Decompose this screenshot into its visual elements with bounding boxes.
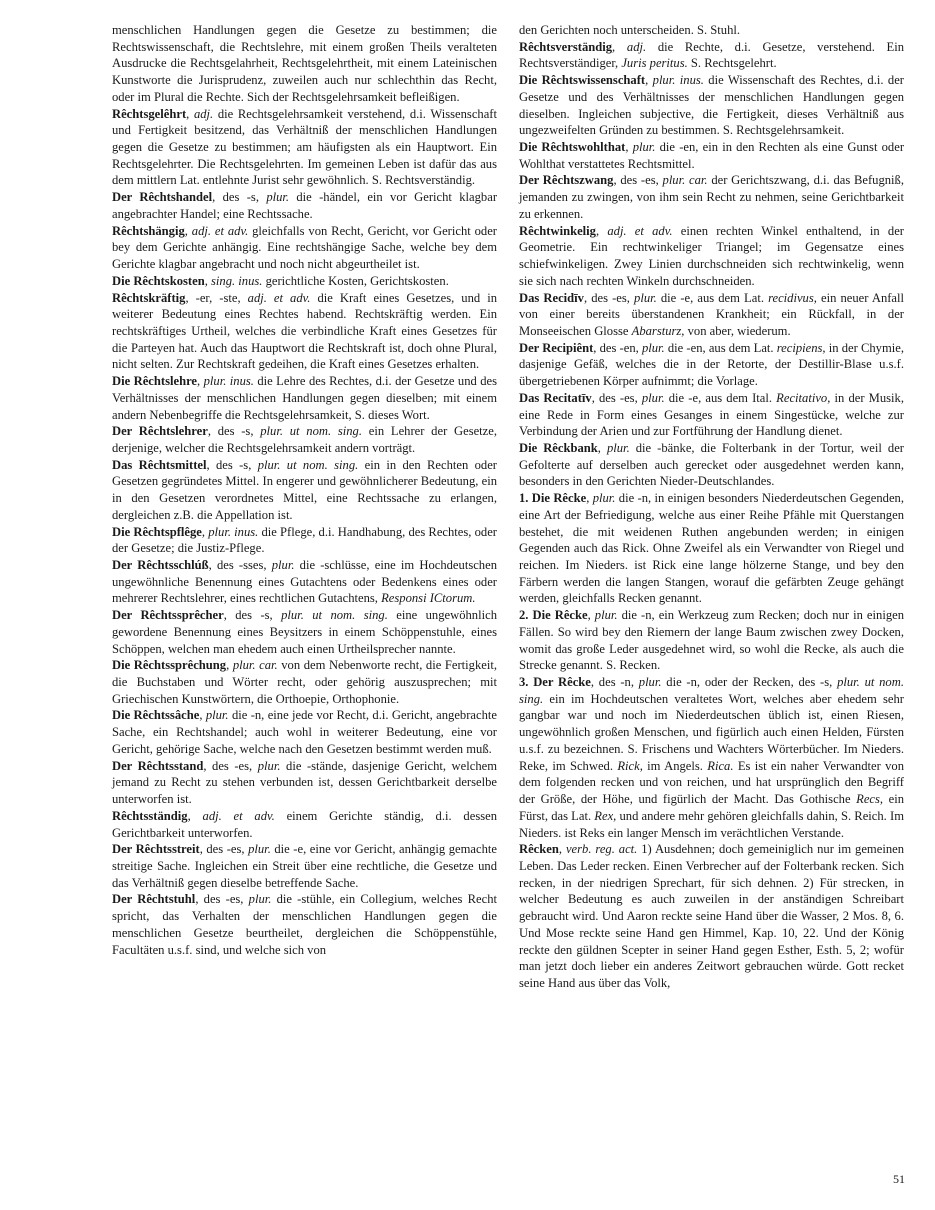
entry-headword: Rêchtskräftig [112, 290, 186, 305]
dictionary-entry [519, 139, 904, 172]
entry-grammar-note: plur. [594, 608, 618, 623]
entry-text: , [586, 491, 593, 506]
entry-text: im Angels. [642, 758, 708, 773]
entry-headword: Der Rêchtshandel [112, 190, 213, 205]
entry-text: , [612, 39, 627, 54]
entry-text: von dem Nebenworte recht, die Fertigkeit, die Buchstaben und Wörter recht, oder gehörig auszusprechen; mit Griechischen Kunstwörtern, die Orthoepie, Orthophonie. [112, 658, 498, 706]
dictionary-entry [112, 457, 497, 524]
entry-headword: Rêchtsverständig [519, 39, 613, 54]
entry-text: , des -en, [593, 340, 642, 355]
entry-text: die Rechte, d.i. Gesetze, verstehend. Ein Rechtsverständiger, [519, 39, 905, 71]
entry-grammar-note: plur. [248, 892, 272, 907]
dictionary-entry [519, 390, 904, 440]
entry-headword: Die Rêchtssprêchung [112, 658, 227, 673]
entry-grammar-note: plur. [641, 390, 665, 405]
dictionary-entry [519, 223, 904, 290]
entry-text: von aber, wiederum. [684, 323, 791, 338]
entry-text: , [186, 106, 194, 121]
entry-text: ein Lehrer der Gesetze, derjenige, welcher die Rechtsgelehrsamkeit andern vorträgt. [112, 424, 498, 455]
entry-text: , des -s, [206, 457, 258, 472]
entry-text: die -stühle, ein Collegium, welches Recht spricht, das Verhalten der menschlichen Handlungen gegen die menschlichen Gesetze beurtheilet, dergleichen die Schöppenstühle, Facultäten u.s.f. sind, und welche sich von [112, 892, 497, 957]
entry-headword: Die Rêchtswohlthat [519, 140, 626, 155]
entry-grammar-note: Rick, [617, 758, 643, 773]
entry-text: die -stände, dasjenige Gericht, welchem jemand zu Recht zu stehen verbunden ist, dessen Gerichtbarkeit derselbe unterworfen ist. [112, 758, 498, 807]
entry-headword: Das Recitatīv [519, 390, 592, 405]
entry-grammar-note: plur. [257, 758, 281, 773]
entry-grammar-note: plur. [638, 675, 662, 690]
entry-headword: Die Rêchtspflêge [112, 524, 202, 539]
dictionary-entry [519, 607, 904, 674]
dictionary-entry [112, 707, 497, 757]
dictionary-entry [519, 290, 904, 340]
entry-text: der Gerichtszwang, d.i. das Befugniß, jemanden zu zwingen, von ihm sein Recht zu nehmen, seine Gerichtbarkeit zu erkennen. [519, 173, 905, 221]
entry-text: die -e, aus dem Ital. [664, 390, 777, 405]
entry-headword: Das Recidīv [519, 290, 584, 305]
entry-headword: Rêchtsgelêhrt [112, 106, 187, 121]
right-continuation: den Gerichten noch unterscheiden. S. Stuhl. [519, 23, 741, 37]
entry-grammar-note: plur. inus. [652, 73, 704, 88]
entry-text: , [645, 73, 653, 88]
entry-grammar-note: plur. [205, 708, 229, 723]
entry-headword: Der Rêchtstuhl [112, 892, 196, 907]
entry-text: die Pflege, d.i. Handhabung, des Rechtes, oder der Gesetze; die Justiz-Pflege. [112, 524, 497, 556]
entry-text: , [558, 842, 566, 857]
entry-text: , [587, 608, 595, 623]
dictionary-entry [112, 808, 497, 841]
entry-text: , des -es, [195, 892, 249, 907]
entry-grammar-note: plur. inus. [208, 524, 259, 539]
entry-grammar-note: plur. ut nom. sing. [281, 608, 388, 623]
entry-text: , [226, 658, 233, 673]
dictionary-entry [112, 273, 497, 290]
entry-grammar-note: plur. [248, 842, 271, 857]
dictionary-entry [112, 524, 497, 557]
entry-text: , des -es, [591, 390, 642, 405]
entry-text: einen rechten Winkel enthaltend, in der Geometrie. Ein rechtwinkeliger Triangel; im Gegensatze eines schiefwinkeligen. Zwey Linien durchschneiden sich rechtwinkelig, wenn sie sich nach rechten Winkeln durchschneiden. [519, 223, 904, 288]
entry-text: , des -es, [203, 758, 258, 773]
dictionary-entry [112, 223, 497, 273]
right-entries [519, 39, 904, 992]
entry-headword: Der Rêchtszwang [519, 173, 614, 188]
entry-text: , des -s, [223, 608, 282, 623]
entry-text: gerichtliche Kosten, Gerichtskosten. [262, 273, 449, 288]
entry-text: , [197, 374, 204, 389]
entry-grammar-note: plur. [266, 190, 290, 205]
entry-grammar-note: plur. car. [662, 173, 708, 188]
entry-text: die -en, ein in den Rechten als eine Gunst oder Wohlthat verstattetes Rechtsmittel. [519, 140, 905, 171]
entry-text: 1) Ausdehnen; doch gemeiniglich nur im gemeinen Leben. Das Leder recken. Einen Verbrecher auf der Folterbank recken. Sich recken, in der niedrigen Sprechart, für sich dehnen. 2) Für strecken, in welcher Bedeutung es auch zuweilen in der anständigen Schreibart gebraucht wird. Und Aaron reckte seine Hand über die Wasser, 2 Mos. 8, 6. Und Mose reckte seine Hand gen Himmel, Kap. 10, 22. Und der König reckte den güldnen Scepter in seiner Hand gegen Esther, Esth. 5, 2; wofür man jetzt doch lieber ein anderes Zeitwort gebrauchen würde. Gott recket seine Hand aus über das Volk, [519, 842, 905, 990]
entry-grammar-note: adj. [626, 39, 647, 54]
entry-headword: 3. Der Rêcke [519, 675, 591, 690]
entry-text: , [597, 440, 607, 455]
entry-headword: Die Rêckbank [519, 440, 598, 455]
entry-text: ein Fürst, das Lat. [519, 792, 904, 823]
entry-text: gleichfalls von Recht, Gericht, vor Gericht oder bey dem Gerichte anhängig. Eine rechtshängige Sache, welche bey dem Gerichte klagbar angebracht und noch nicht abgeurtheilet ist. [112, 223, 497, 272]
entry-headword: Die Rêchtslehre [112, 374, 198, 389]
entry-text: , des -n, [590, 675, 639, 690]
entry-text: in der Musik, eine Rede in Form eines Gesanges in einem Singestücke, welche zur Verbindung der Arien und zur Fortführung der Handlung dienet. [519, 390, 905, 439]
dictionary-entry [112, 841, 497, 891]
entry-text: die -n, oder der Recken, des -s, [661, 675, 838, 690]
entry-text: , [625, 140, 633, 155]
dictionary-entry [519, 841, 904, 991]
entry-grammar-note: plur. [606, 440, 630, 455]
entry-text: in der Chymie, dasjenige Gefäß, welches die in der Retorte, der Destillir-Blase u.s.f. übergetriebenen Körper aufnimmt; die Vorlage. [519, 340, 904, 389]
entry-text: und andere mehr gehören gleichfalls dahin, S. Reich. Im Nieders. ist Reks ein langer Mensch im verächtlichen Verstande. [519, 808, 904, 840]
entry-headword: 1. Die Rêcke [519, 491, 587, 506]
entry-headword: Rêchtshängig [112, 223, 185, 238]
entry-headword: Die Rêchtssâche [112, 708, 200, 723]
entry-text: die Kraft eines Gesetzes, und in weiterer Bedeutung eines Rechtes habend. Rechtskräftig werden. Ein rechtskräftiges Urtheil, welches die verbindliche Kraft eines Gesetzes für die Parteyen hat. Auch das Hauptwort die Rechtskraft ist, doch ohne Plural, nicht selten. Zur Rechtskraft gedeihen, die Kraft eines Gesetzes erhalten. [112, 290, 497, 372]
left-column [112, 22, 497, 958]
entry-text: ein in den Rechten oder Gesetzen gegründetes Mittel. In engerer und gewöhnlicherer Bedeutung, ein in den Gesetzen verordnetes Mittel, eine Rechtssache zu erlangen, dergleichen z.B. die Appellation ist. [112, 457, 498, 522]
entry-text: die -bänke, die Folterbank in der Tortur, weil der Gefolterte auf derselben auch gerecket oder ausgedehnet werden kann, besonders in den Gerichten Nieder-Deutschlandes. [519, 440, 904, 489]
entry-grammar-note: Abarsturz, [631, 323, 685, 338]
entry-text: , [184, 223, 192, 238]
entry-headword: Rêchtwinkelig [519, 223, 596, 238]
entry-headword: Der Rêchtsschlúß [112, 558, 209, 572]
entry-text: S. Rechtsgelehrt. [687, 56, 777, 71]
entry-grammar-note: plur. ut nom. sing. [260, 424, 362, 439]
entry-grammar-note: sing. inus. [211, 273, 263, 288]
dictionary-entry [519, 172, 904, 222]
entry-headword: Der Rêchtslehrer [112, 424, 208, 439]
entry-grammar-note: adj. [193, 106, 214, 121]
entry-text: ein im Hochdeutschen veraltetes Wort, welches aber ehedem sehr gangbar war und noch im Niederdeutschen üblich ist, einen Riesen, ungewöhnlich großen Menschen, und figürlich auch einen Helden, Fürsten u.s.f. zu bezeichnen. S. Frischens und Wachters Wörterbücher. Im Nieders. Reke, im Schwed. [519, 691, 904, 773]
entry-grammar-note: Responsi ICtorum. [381, 591, 476, 606]
entry-grammar-note: adj. et adv. [191, 223, 249, 238]
entry-text: die -e, eine vor Gericht, anhängig gemachte streitige Sache. Ingleichen ein Streit über eine rechtliche, die Gesetze und das Verhältniß gegen dieselbe betreffende Sache. [112, 842, 497, 890]
entry-text: ein neuer Anfall von einer bereits überstandenen Krankheit; ein Rückfall, in der Monseeischen Glosse [519, 290, 905, 338]
entry-grammar-note: Recitativo, [776, 390, 831, 405]
entry-grammar-note: plur. [634, 290, 657, 305]
entry-grammar-note: plur. [271, 558, 295, 572]
entry-text: , [187, 808, 203, 823]
entry-headword: Die Rêchtskosten [112, 273, 205, 288]
dictionary-entry [112, 758, 497, 808]
dictionary-entry [519, 39, 904, 72]
dictionary-entry [112, 290, 497, 374]
entry-headword: Rêcken [519, 842, 559, 857]
page-number: 51 [893, 1172, 905, 1186]
dictionary-entry [112, 657, 497, 707]
entry-text: die -schlüsse, eine im Hochdeutschen ungewöhnliche Benennung eines Gutachtens oder Bedenkens eines oder mehrerer Rechtslehrer, eines rechtlichen Gutachtens, [112, 558, 497, 606]
entry-headword: Der Rêchtsstreit [112, 842, 200, 857]
entry-text: die -händel, ein vor Gericht klagbar angebrachter Handel; eine Rechtssache. [112, 190, 498, 221]
dictionary-entry [519, 72, 904, 139]
left-continuation: menschlichen Handlungen gegen die Gesetze zu bestimmen; die Rechtswissenschaft, die Rechtslehre, mit einem großen Theils veralteten Ausdrucke die Rechtsgelahrheit, Rechtsgelehrtheit, mit einem Lateinischen Kunstworte die Jurisprudenz, zuweilen auch nur schlechthin das Recht, oder im Plural die Rechte. Sich der Rechtsgelehrsamkeit befleißigen. [112, 23, 497, 104]
entry-grammar-note: plur. [641, 340, 665, 355]
entry-grammar-note: adj. et adv. [202, 808, 275, 823]
entry-text: , des -es, [613, 173, 663, 188]
entry-text: , des -es, [583, 290, 635, 305]
entry-text: , [595, 223, 608, 238]
entry-grammar-note: Rica. [707, 758, 734, 773]
left-entries [112, 106, 497, 959]
entry-text: , [201, 524, 209, 539]
right-column [519, 22, 904, 992]
entry-text: , [199, 708, 206, 723]
entry-text: die -n, ein Werkzeug zum Recken; doch nur in einigen Fällen. So wird bey den Riemern der lange Baum zwischen zwey Docken, womit das große Leder ausgedehnet wird, so wohl die Recke, als auch die Strecke genannt. S. Recken. [519, 608, 904, 673]
entry-text: die -n, eine jede vor Recht, d.i. Gericht, angebrachte Sache, ein Rechtshandel; auch wohl in weiterer Bedeutung, eine vor Gericht, gehörige Sache, welche nach den Gesetzen bestimmt werden muß. [112, 708, 497, 756]
entry-grammar-note: Rex, [594, 808, 617, 823]
entry-text: , des -sses, [208, 558, 272, 572]
entry-text: die -en, aus dem Lat. [664, 340, 777, 355]
entry-headword: Rêchtsständig [112, 808, 188, 823]
dictionary-entry [519, 440, 904, 490]
entry-text: die -n, in einigen besonders Niederdeutschen Gegenden, eine Art der Befriedigung, welche aus einer Reihe Pfähle mit Querstangen bestehet, die mit weidenen Ruthen angebunden werden; in einigen Gegenden auch das Rick. Ohne Zweifel als ein Verwandter von Riegel und reichen. Im Nieders. ist Rick eine lange hölzerne Stange, und bey den Färbern werden die langen Stangen, worauf die gefärbten Zeuge gehängt werden, gleichfalls Recken genannt. [519, 491, 904, 606]
entry-text: , -er, -ste, [185, 290, 248, 305]
dictionary-entry [112, 557, 497, 607]
entry-text: die Wissenschaft des Rechtes, d.i. der Gesetze und des Verhältnisses der menschlichen Handlungen gegen dieselben. Ingleichen subjective, die Fertigkeit, dieses Verhältniß aus ungezweifelten Gründen zu bestimmen. S. Rechtsgelehrsamkeit. [519, 73, 904, 138]
dictionary-entry [112, 607, 497, 657]
entry-text: , des -es, [199, 842, 249, 857]
entry-grammar-note: recipiens, [776, 340, 826, 355]
entry-headword: Das Rêchtsmittel [112, 457, 207, 472]
entry-headword: Der Recipiênt [519, 340, 594, 355]
entry-headword: Der Rêchtssprêcher [112, 608, 224, 623]
entry-grammar-note: plur. [592, 491, 616, 506]
entry-grammar-note: verb. reg. act. [565, 842, 638, 857]
dictionary-entry [112, 106, 497, 190]
dictionary-entry [519, 490, 904, 607]
entry-text: eine ungewöhnlich gewordene Benennung eines Beysitzers in einem Schöppenstuhle, eines Schöppen, welchen man ehedem auch einen Urtheilsprecher nannte. [112, 608, 497, 656]
entry-grammar-note: adj. et adv. [607, 223, 673, 238]
entry-grammar-note: plur. ut nom. sing. [257, 457, 359, 472]
entry-headword: Die Rêchtswissenschaft [519, 73, 646, 88]
entry-text: die -e, aus dem Lat. [656, 290, 769, 305]
dictionary-entry [112, 891, 497, 958]
entry-text: einem Gerichte ständig, d.i. dessen Gerichtbarkeit unterworfen. [112, 808, 498, 840]
entry-grammar-note: plur. [632, 140, 656, 155]
entry-grammar-note: adj. et adv. [247, 290, 311, 305]
dictionary-entry [519, 674, 904, 841]
entry-text: Es ist ein naher Verwandter von dem folgenden recken und von reichen, und hat ursprünglich den Begriff der Größe, der Höhe, und figürlich der Macht. Das Gothische [519, 758, 904, 807]
dictionary-entry [112, 423, 497, 456]
entry-grammar-note: Juris peritus. [621, 56, 688, 71]
entry-grammar-note: plur. inus. [203, 374, 254, 389]
entry-grammar-note: Recs, [856, 792, 884, 807]
entry-text: , des -s, [207, 424, 261, 439]
dictionary-entry [112, 373, 497, 423]
entry-text: , des -s, [212, 190, 267, 205]
entry-headword: Der Rêchtsstand [112, 758, 204, 773]
entry-text: die Rechtsgelehrsamkeit verstehend, d.i. Wissenschaft und Fertigkeit besitzend, das Verhältniß der menschlichen Handlungen gegen die Gesetze zu bestimmen; am häufigsten als ein Hauptwort. Ein Rechtsgelehrter. Die Rechtsgelehrten. Im gemeinen Leben ist dafür das aus dem mittlern Lat. entlehnte Jurist sehr gewöhnlich. S. Rechtsverständig. [112, 106, 497, 188]
dictionary-entry [112, 189, 497, 222]
entry-text: die Lehre des Rechtes, d.i. der Gesetze und des Verhältnisses der menschlichen Handlungen gegen dieselben; mit einem andern Nebenbegriffe die Rechtsgelehrsamkeit, S. dieses Wort. [112, 374, 497, 422]
entry-grammar-note: plur. car. [232, 658, 278, 673]
entry-grammar-note: plur. ut nom. sing. [519, 675, 904, 706]
dictionary-entry [519, 340, 904, 390]
entry-headword: 2. Die Rêcke [519, 608, 588, 623]
entry-grammar-note: recidivus, [768, 290, 817, 305]
entry-text: , [204, 273, 211, 288]
